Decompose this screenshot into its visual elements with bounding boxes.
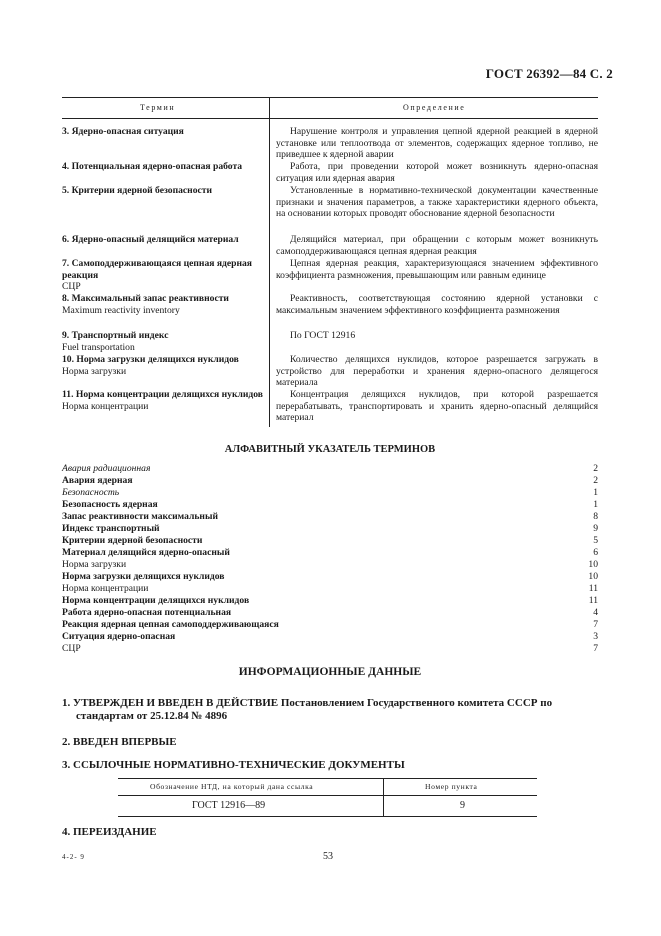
def-4: Работа, при проведении которой может возникнуть ядерно-опасная ситуация или ядерная авария (276, 161, 598, 184)
ntd-top-rule (118, 778, 537, 779)
term-8-en: Maximum reactivity inventory (62, 304, 180, 316)
def-10: Количество делящихся нуклидов, которое разрешается загружать в устройство для переработки и хранения ядерно-опасного делящегося материала (276, 354, 598, 389)
index-item (62, 631, 598, 643)
table-header-rule (62, 118, 598, 119)
term-9-en: Fuel transportation (62, 341, 135, 353)
index-item (62, 619, 598, 631)
index-item-label: Норма загрузки (62, 559, 127, 570)
index-item-label: Запас реактивности максимальный (62, 511, 218, 522)
page-number: 53 (323, 851, 333, 862)
index-item (62, 499, 598, 511)
col-header-term: Термин (140, 103, 176, 112)
index-item-page: 3 (593, 631, 598, 642)
index-item (62, 595, 598, 607)
index-item (62, 535, 598, 547)
index-item-page: 10 (588, 559, 598, 570)
info-title: ИНФОРМАЦИОННЫЕ ДАННЫЕ (238, 666, 422, 678)
index-item (62, 523, 598, 535)
index-item-page: 2 (593, 463, 598, 474)
index-item-page: 2 (593, 475, 598, 486)
ntd-header-rule (118, 795, 537, 796)
index-item-page: 11 (588, 583, 598, 594)
ntd-col-item: Номер пункта (425, 782, 478, 791)
index-item-page: 7 (593, 643, 598, 654)
table-top-rule (62, 97, 598, 98)
def-6: Делящийся материал, при обращении с которым может возникнуть самоподдерживающаяся цепная ядерная реакция (276, 234, 598, 257)
index-item-label: Норма концентрации делящихся нуклидов (62, 595, 250, 606)
term-3: 3. Ядерно-опасная ситуация (62, 126, 184, 137)
index-item (62, 583, 598, 595)
index-title: АЛФАВИТНЫЙ УКАЗАТЕЛЬ ТЕРМИНОВ (224, 444, 436, 455)
term-5: 5. Критерии ядерной безопасности (62, 185, 212, 196)
col-header-definition: Определение (403, 103, 466, 112)
info-item-1: 1. УТВЕРЖДЕН И ВВЕДЕН В ДЕЙСТВИЕ Постановлением Государственного комитета СССР по стандартам от 25.12.84 № 4896 (62, 697, 553, 722)
def-8: Реактивность, соответствующая состоянию ядерной установки с максимальным значением эффективного коэффициента размножения (276, 293, 598, 316)
info-item-4: 4. ПЕРЕИЗДАНИЕ (62, 826, 157, 838)
index-item-label: Материал делящийся ядерно-опасный (62, 547, 230, 558)
index-item (62, 559, 598, 571)
term-7-abbr: СЦР (62, 281, 81, 293)
index-item-label: Авария ядерная (62, 475, 133, 486)
index-item-label: Безопасность (62, 487, 120, 498)
term-10: 10. Норма загрузки делящихся нуклидов Норма загрузки (62, 354, 239, 377)
index-item-page: 1 (593, 487, 598, 498)
index-item-label: Индекс транспортный (62, 523, 160, 534)
index-item (62, 511, 598, 523)
index-item-label: Безопасность ядерная (62, 499, 158, 510)
footer-code: 4-2- 9 (62, 853, 85, 861)
ntd-doc: ГОСТ 12916—89 (192, 800, 266, 811)
table-column-divider (269, 97, 270, 427)
index-item-page: 11 (588, 595, 598, 606)
index-item-label: Реакция ядерная цепная самоподдерживающаяся (62, 619, 279, 630)
index-item-label: Норма загрузки делящихся нуклидов (62, 571, 225, 582)
term-11-short: Норма концентрации (62, 400, 149, 412)
index-item-page: 4 (593, 607, 598, 618)
term-9: 9. Транспортный индекс Fuel transportation (62, 330, 169, 353)
index-item (62, 571, 598, 583)
index-item-label: Критерии ядерной безопасности (62, 535, 203, 546)
def-5: Установленные в нормативно-технической документации качественные признаки и значения параметров, а также характеристики ядерного объекта, на основании которых проводят обоснование ядерной безопасности (276, 185, 598, 220)
index-item-page: 1 (593, 499, 598, 510)
index-item (62, 487, 598, 499)
def-3: Нарушение контроля и управления цепной ядерной реакцией в ядерной установке или теплоотвода от элементов, содержащих ядерное топливо, не приведшее к ядерной аварии (276, 126, 598, 161)
index-item-label: Ситуация ядерно-опасная (62, 631, 176, 642)
index-item (62, 475, 598, 487)
index-item-label: Работа ядерно-опасная потенциальная (62, 607, 232, 618)
term-7: 7. Самоподдерживающаяся цепная ядерная реакция СЦР (62, 258, 252, 293)
index-item-page: 8 (593, 511, 598, 522)
ntd-col-designation: Обозначение НТД, на который дана ссылка (150, 782, 314, 791)
index-item (62, 643, 598, 655)
index-item-label: Авария радиационная (62, 463, 151, 474)
term-10-short: Норма загрузки (62, 365, 127, 377)
index-item-page: 5 (593, 535, 598, 546)
index-item-label: Норма концентрации (62, 583, 149, 594)
ntd-bottom-rule (118, 816, 537, 817)
ntd-column-divider (383, 778, 384, 816)
index-item-page: 9 (593, 523, 598, 534)
page-header: ГОСТ 26392—84 С. 2 (485, 66, 613, 81)
index-item (62, 463, 598, 475)
def-7: Цепная ядерная реакция, характеризующаяся значением эффективного коэффициента размножения, превышающим или равным единице (276, 258, 598, 281)
def-9: По ГОСТ 12916 (290, 330, 356, 341)
info-item-3: 3. ССЫЛОЧНЫЕ НОРМАТИВНО-ТЕХНИЧЕСКИЕ ДОКУМЕНТЫ (62, 759, 405, 771)
term-11: 11. Норма концентрации делящихся нуклидов Норма концентрации (62, 389, 263, 412)
index-item-label: СЦР (62, 643, 81, 654)
index-item-page: 6 (593, 547, 598, 558)
def-11: Концентрация делящихся нуклидов, при которой разрешается перерабатывать, транспортировать и хранить ядерно-опасный делящийся материал (276, 389, 598, 424)
index-item (62, 607, 598, 619)
info-item-2: 2. ВВЕДЕН ВПЕРВЫЕ (62, 736, 177, 748)
term-6: 6. Ядерно-опасный делящийся материал (62, 234, 239, 245)
ntd-item: 9 (460, 800, 465, 811)
index-item-page: 10 (588, 571, 598, 582)
index-item-page: 7 (593, 619, 598, 630)
term-4: 4. Потенциальная ядерно-опасная работа (62, 161, 243, 172)
index-item (62, 547, 598, 559)
term-8: 8. Максимальный запас реактивности Maximum reactivity inventory (62, 293, 229, 316)
